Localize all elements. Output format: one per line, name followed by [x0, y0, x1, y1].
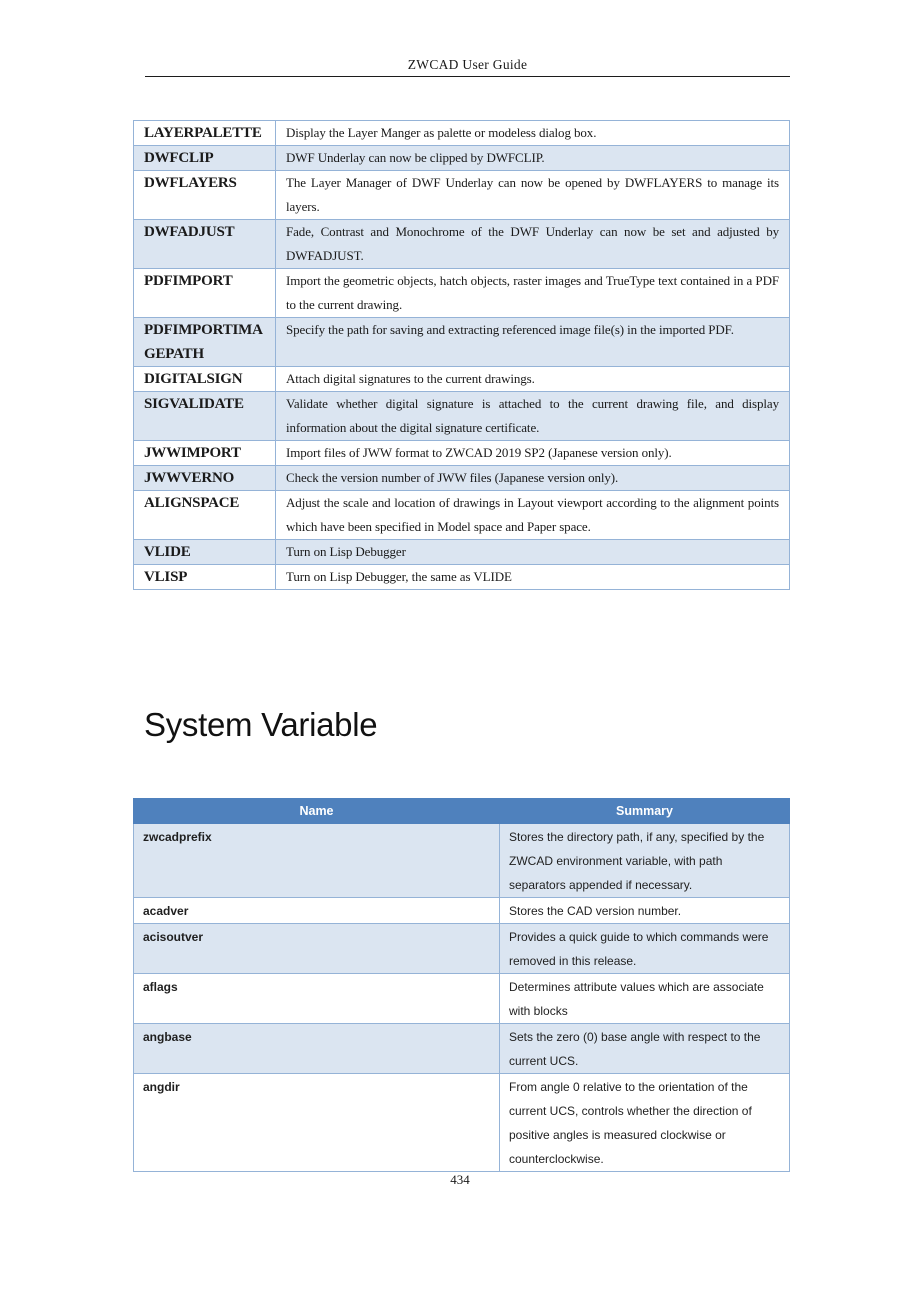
sysvar-summary-cell: Stores the directory path, if any, specified by the ZWCAD environment variable, with path separators appended if necessary.	[500, 824, 790, 898]
table-row	[134, 220, 790, 269]
table-row	[134, 1024, 790, 1074]
table-row	[134, 146, 790, 171]
command-name-cell: ALIGNSPACE	[134, 491, 276, 540]
header-row	[134, 799, 790, 824]
command-description-cell: Validate whether digital signature is attached to the current drawing file, and display information about the digital signature certificate.	[276, 392, 790, 441]
sysvar-name-cell: acadver	[134, 898, 500, 924]
table-row	[134, 565, 790, 590]
table-row	[134, 441, 790, 466]
command-description-cell: Check the version number of JWW files (Japanese version only).	[276, 466, 790, 491]
sysvar-table-header	[134, 799, 790, 824]
command-description-cell: Attach digital signatures to the current drawings.	[276, 367, 790, 392]
running-header	[145, 57, 790, 77]
command-name-cell: LAYERPALETTE	[134, 121, 276, 146]
table-row	[134, 318, 790, 367]
command-description-cell: Adjust the scale and location of drawings in Layout viewport according to the alignment points which have been specified in Model space and Paper space.	[276, 491, 790, 540]
section-heading: System Variable	[144, 706, 378, 743]
table-row	[134, 367, 790, 392]
command-table	[133, 120, 790, 590]
table-row	[134, 392, 790, 441]
command-description-cell: DWF Underlay can now be clipped by DWFCLIP.	[276, 146, 790, 171]
table-row	[134, 491, 790, 540]
sysvar-name-cell: zwcadprefix	[134, 824, 500, 898]
command-description-cell: Turn on Lisp Debugger	[276, 540, 790, 565]
column-header-name: Name	[134, 799, 500, 824]
command-name-cell: JWWVERNO	[134, 466, 276, 491]
command-description-cell: Import files of JWW format to ZWCAD 2019 SP2 (Japanese version only).	[276, 441, 790, 466]
table-row	[134, 269, 790, 318]
table-row	[134, 824, 790, 898]
command-description-cell: Specify the path for saving and extracting referenced image file(s) in the imported PDF.	[276, 318, 790, 367]
table-row	[134, 540, 790, 565]
table-row	[134, 924, 790, 974]
command-name-cell: SIGVALIDATE	[134, 392, 276, 441]
sysvar-summary-cell: Provides a quick guide to which commands were removed in this release.	[500, 924, 790, 974]
command-name-cell: VLISP	[134, 565, 276, 590]
table-row	[134, 1074, 790, 1172]
sysvar-table-body	[134, 824, 790, 1172]
table-row	[134, 466, 790, 491]
command-description-cell: Turn on Lisp Debugger, the same as VLIDE	[276, 565, 790, 590]
command-name-cell: DWFCLIP	[134, 146, 276, 171]
command-name-cell: PDFIMPORTIMAGEPATH	[134, 318, 276, 367]
command-name-cell: VLIDE	[134, 540, 276, 565]
command-description-cell: Import the geometric objects, hatch objects, raster images and TrueType text contained in a PDF to the current drawing.	[276, 269, 790, 318]
table-row	[134, 898, 790, 924]
sysvar-summary-cell: Determines attribute values which are associate with blocks	[500, 974, 790, 1024]
table-row	[134, 974, 790, 1024]
command-name-cell: DWFLAYERS	[134, 171, 276, 220]
command-name-cell: DWFADJUST	[134, 220, 276, 269]
table-row	[134, 171, 790, 220]
sysvar-summary-cell: Sets the zero (0) base angle with respect to the current UCS.	[500, 1024, 790, 1074]
sysvar-summary-cell: From angle 0 relative to the orientation of the current UCS, controls whether the direction of positive angles is measured clockwise or counterclockwise.	[500, 1074, 790, 1172]
column-header-summary: Summary	[500, 799, 790, 824]
command-description-cell: Fade, Contrast and Monochrome of the DWF Underlay can now be set and adjusted by DWFADJUST.	[276, 220, 790, 269]
sysvar-name-cell: aflags	[134, 974, 500, 1024]
command-name-cell: PDFIMPORT	[134, 269, 276, 318]
sysvar-table	[133, 798, 790, 1172]
command-table-body	[134, 121, 790, 590]
sysvar-summary-cell: Stores the CAD version number.	[500, 898, 790, 924]
page-number: 434	[450, 1172, 470, 1187]
command-name-cell: JWWIMPORT	[134, 441, 276, 466]
table-row	[134, 121, 790, 146]
sysvar-name-cell: acisoutver	[134, 924, 500, 974]
command-description-cell: The Layer Manager of DWF Underlay can now be opened by DWFLAYERS to manage its layers.	[276, 171, 790, 220]
command-description-cell: Display the Layer Manger as palette or modeless dialog box.	[276, 121, 790, 146]
sysvar-name-cell: angdir	[134, 1074, 500, 1172]
command-name-cell: DIGITALSIGN	[134, 367, 276, 392]
header-title: ZWCAD User Guide	[407, 57, 528, 72]
sysvar-name-cell: angbase	[134, 1024, 500, 1074]
